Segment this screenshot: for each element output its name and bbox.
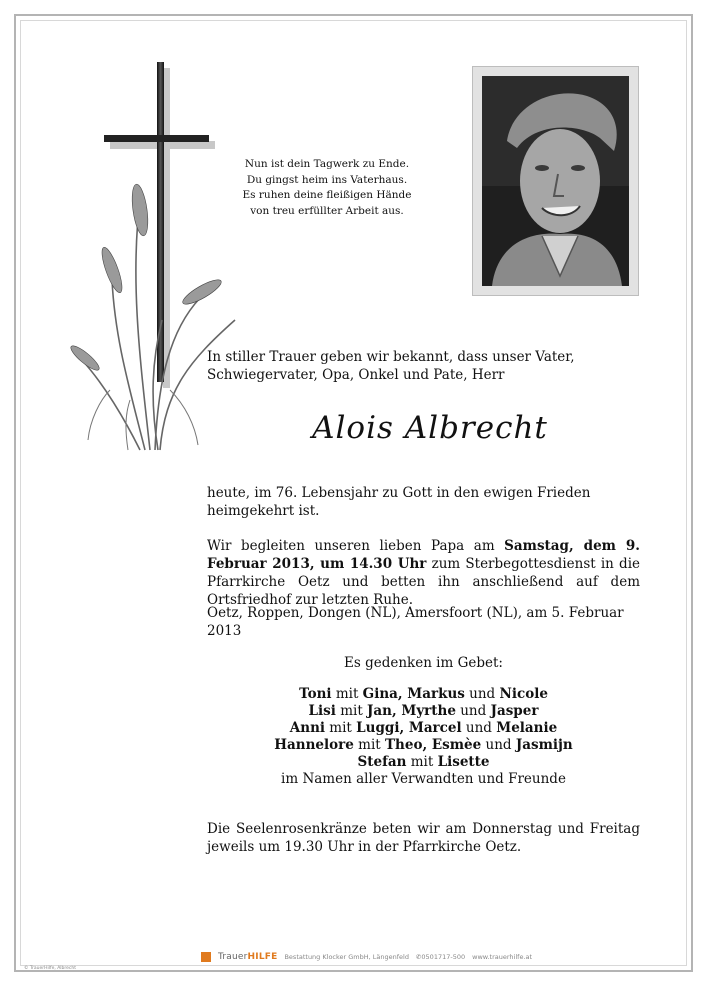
mourner-line: Hannelore mit Theo, Esmèe und Jasmijn [274,737,573,753]
copyright-note: © TrauerHilfe, Albrecht [24,966,76,971]
verse-line: Du gingst heim ins Vaterhaus. [246,173,408,186]
mourner-line: Anni mit Luggi, Marcel und Melanie [289,720,558,736]
company-name: Bestattung Klocker GmbH, Längenfeld [284,953,409,961]
verse-line: von treu erfüllter Arbeit aus. [250,204,404,217]
passing-statement: heute, im 76. Lebensjahr zu Gott in den ewigen Frieden heimgekehrt ist. [207,485,591,519]
mourner-line: Stefan mit Lisette [357,754,490,770]
portrait-frame [472,66,639,296]
place-and-date: Oetz, Roppen, Dongen (NL), Amersfoort (NL), am 5. Februar 2013 [207,605,624,639]
mourner-line: Lisi mit Jan, Myrthe und Jasper [308,703,539,719]
announcement-intro: In stiller Trauer geben wir bekannt, dass unser Vater, Schwiegervater, Opa, Onkel und Pate, Herr [207,349,575,383]
trauerhilfe-logo[interactable]: TrauerHILFE [218,952,278,962]
mourners-list [207,686,640,788]
funeral-date: Samstag, dem 9. Februar 2013, um 14.30 Uhr [207,538,640,572]
verse-line: Nun ist dein Tagwerk zu Ende. [244,158,410,170]
verse-line: Es ruhen deine fleißigen Hände [242,189,412,201]
deceased-name: Alois Albrecht [312,410,548,446]
mourners-closing: im Namen aller Verwandten und Freunde [281,771,566,787]
phone-number[interactable]: ✆0501717-500 [415,953,466,961]
rosary-notice: Die Seelenrosenkränze beten wir am Donnerstag und Freitag jeweils um 19.30 Uhr in der Pfarrkirche Oetz. [207,821,640,855]
mourner-line: Toni mit Gina, Markus und Nicole [299,686,548,702]
funeral-details: Wir begleiten unseren lieben Papa am Samstag, dem 9. Februar 2013, um 14.30 Uhr zum Sterbegottesdienst in die Pfarrkirche Oetz und betten ihn anschließend auf dem Ortsfriedhof zur letzten Ruhe. [207,538,641,608]
cross-with-wheat-illustration [70,60,245,460]
memorial-verse [232,157,422,219]
website-link[interactable]: www.trauerhilfe.at [472,953,533,961]
trauerhilfe-logo-icon [201,952,211,962]
prayer-heading: Es gedenken im Gebet: [344,655,503,671]
footer-bar [201,951,532,963]
portrait-photo [482,76,629,286]
